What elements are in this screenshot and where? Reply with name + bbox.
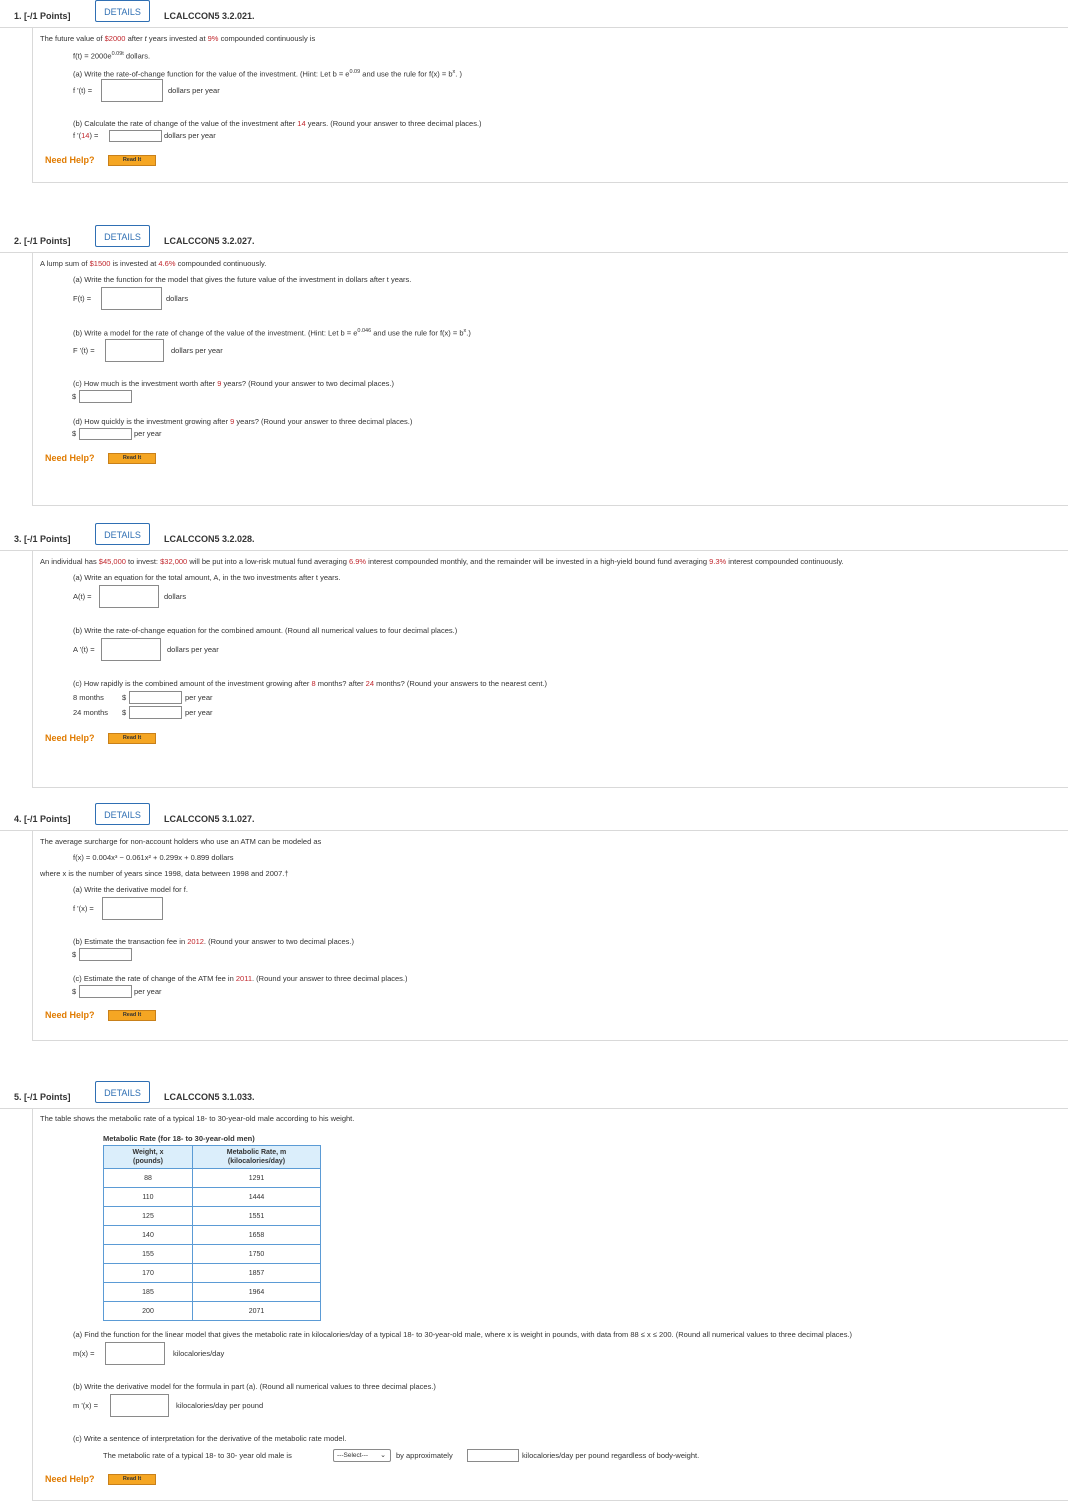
part-b-answer-input[interactable] [109, 130, 162, 142]
table-title: Metabolic Rate (for 18- to 30-year-old men) [103, 1134, 255, 1143]
question-number: 4. [-/1 Points] [14, 814, 71, 824]
part-a-label: F(t) = [73, 294, 92, 303]
table-row: 110 1444 [104, 1188, 321, 1207]
read-it-button[interactable]: Read It [108, 1474, 156, 1485]
part-a-prompt: (a) Write an equation for the total amount, A, in the two investments after t years. [73, 573, 341, 582]
part-a-answer-input[interactable] [99, 585, 159, 608]
interpretation-sentence: The metabolic rate of a typical 18- to 30- year old male is [103, 1451, 292, 1460]
units-label: dollars [164, 592, 187, 601]
units-label: dollars [166, 294, 189, 303]
part-b-prompt: (b) Write a model for the rate of change of the value of the investment. (Hint: Let $b = e^{0.046}$ and use the rule for $f(x) = b^x$.) [73, 328, 471, 338]
question-number: 1. [-/1 Points] [14, 11, 71, 21]
part-b-label: A '(t) = [73, 645, 95, 654]
dollar-sign: $ [122, 693, 127, 702]
part-b-prompt: (b) Calculate the rate of change of the value of the investment after 14 years. (Round your answer to three decimal places.) [73, 119, 482, 128]
row-label-24-months: 24 months [73, 708, 109, 717]
details-button[interactable]: DETAILS [95, 1081, 150, 1103]
table-row: 125 1551 [104, 1207, 321, 1226]
table-row: 200 2071 [104, 1302, 321, 1321]
part-c-8-months-input[interactable] [129, 691, 182, 704]
question-code: LCALCCON5 3.1.033. [164, 1092, 255, 1102]
read-it-button[interactable]: Read It [108, 733, 156, 744]
chevron-down-icon: ⌄ [380, 1452, 386, 1459]
part-a-answer-input[interactable] [101, 287, 162, 310]
table-row: 155 1750 [104, 1245, 321, 1264]
part-a-prompt: (a) Find the function for the linear model that gives the metabolic rate in kilocalories/day of a typical 18- to 30-year-old male, where x is weight in pounds, with data from 88 ≤ x ≤ 200. (Round all numerical values to three decimal places.) [73, 1330, 853, 1339]
units-label: dollars per year [167, 645, 219, 654]
question-code: LCALCCON5 3.2.027. [164, 236, 255, 246]
question-intro: The average surcharge for non-account holders who use an ATM can be modeled as [40, 837, 322, 846]
part-c-answer-input[interactable] [79, 390, 132, 403]
units-label: kilocalories/day per pound [176, 1401, 264, 1410]
units-label: per year [134, 987, 162, 996]
part-a-prompt: (a) Write the function for the model that gives the future value of the investment in dollars after t years. [73, 275, 412, 284]
part-a-label: f '(x) = [73, 904, 94, 913]
table-header-weight: Weight, x (pounds) [104, 1146, 193, 1169]
direction-select[interactable]: ---Select--- ⌄ [333, 1449, 391, 1462]
units-label: per year [185, 708, 213, 717]
part-b-prompt: (b) Estimate the transaction fee in 2012. (Round your answer to two decimal places.) [73, 937, 354, 946]
need-help-label: Need Help? [45, 1474, 95, 1484]
question-number: 5. [-/1 Points] [14, 1092, 71, 1102]
part-c-answer-input[interactable] [79, 985, 132, 998]
units-label: kilocalories/day per pound regardless of body-weight. [522, 1451, 700, 1460]
read-it-button[interactable]: Read It [108, 453, 156, 464]
dollar-sign: $ [72, 987, 77, 996]
part-b-label: m '(x) = [73, 1401, 98, 1410]
question-code: LCALCCON5 3.1.027. [164, 814, 255, 824]
question-body [32, 550, 1068, 788]
part-d-prompt: (d) How quickly is the investment growing after 9 years? (Round your answer to three decimal places.) [73, 417, 413, 426]
question-intro: An individual has $45,000 to invest: $32,000 will be put into a low-risk mutual fund averaging 6.9% interest compounded monthly, and the remainder will be invested in a high-yield bound fund averaging 9.3% interest compounded continuously. [40, 557, 844, 566]
read-it-button[interactable]: Read It [108, 155, 156, 166]
table-row: 140 1658 [104, 1226, 321, 1245]
part-c-prompt: (c) Estimate the rate of change of the ATM fee in 2011. (Round your answer to three decimal places.) [73, 974, 408, 983]
part-b-answer-input[interactable] [79, 948, 132, 961]
part-a-label: A(t) = [73, 592, 92, 601]
part-a-prompt: (a) Write the rate-of-change function for the value of the investment. (Hint: Let $b = e^{0.09}$ and use the rule for $f(x) = b^x$. ) [73, 69, 462, 79]
part-b-prompt: (b) Write the derivative model for the formula in part (a). (Round all numerical values to three decimal places.) [73, 1382, 436, 1391]
question-body [32, 27, 1068, 183]
question-code: LCALCCON5 3.2.021. [164, 11, 255, 21]
units-label: dollars per year [164, 131, 216, 140]
need-help-label: Need Help? [45, 453, 95, 463]
units-label: per year [134, 429, 162, 438]
question-intro: The future value of $2000 after t years invested at 9% compounded continuously is [40, 34, 316, 43]
part-a-answer-input[interactable] [101, 79, 163, 102]
part-c-prompt: (c) How rapidly is the combined amount of the investment growing after 8 months? after 24 months? (Round your answers to the nearest cent.) [73, 679, 548, 688]
read-it-button[interactable]: Read It [108, 1010, 156, 1021]
details-button[interactable]: DETAILS [95, 0, 150, 22]
metabolic-rate-table [103, 1145, 321, 1321]
units-label: dollars per year [171, 346, 223, 355]
part-b-answer-input[interactable] [101, 638, 161, 661]
table-header-metabolic-rate: Metabolic Rate, m (kilocalories/day) [193, 1146, 321, 1169]
dollar-sign: $ [72, 392, 77, 401]
question-intro: The table shows the metabolic rate of a typical 18- to 30-year-old male according to his weight. [40, 1114, 355, 1123]
units-label: per year [185, 693, 213, 702]
question-intro: A lump sum of $1500 is invested at 4.6% compounded continuously. [40, 259, 267, 268]
part-b-answer-input[interactable] [105, 339, 164, 362]
definition-text: where x is the number of years since 1998, data between 1998 and 2007.† [40, 869, 289, 878]
part-a-label: m(x) = [73, 1349, 95, 1358]
row-label-8-months: 8 months [73, 693, 104, 702]
dollar-sign: $ [72, 429, 77, 438]
details-button[interactable]: DETAILS [95, 523, 150, 545]
question-code: LCALCCON5 3.2.028. [164, 534, 255, 544]
details-button[interactable]: DETAILS [95, 225, 150, 247]
part-a-answer-input[interactable] [102, 897, 163, 920]
part-a-label: f '(t) = [73, 86, 93, 95]
question-number: 3. [-/1 Points] [14, 534, 71, 544]
by-approximately-label: by approximately [396, 1451, 453, 1460]
part-c-answer-input[interactable] [467, 1449, 519, 1462]
part-c-prompt: (c) How much is the investment worth after 9 years? (Round your answer to two decimal places.) [73, 379, 394, 388]
part-b-prompt: (b) Write the rate-of-change equation for the combined amount. (Round all numerical values to four decimal places.) [73, 626, 458, 635]
need-help-label: Need Help? [45, 155, 95, 165]
formula: f(x) = 0.004x³ − 0.061x² + 0.299x + 0.899 dollars [73, 853, 234, 862]
part-b-label: f '(14) = [73, 131, 99, 140]
part-c-prompt: (c) Write a sentence of interpretation for the derivative of the metabolic rate model. [73, 1434, 347, 1443]
units-label: kilocalories/day [173, 1349, 225, 1358]
question-number: 2. [-/1 Points] [14, 236, 71, 246]
part-a-answer-input[interactable] [105, 1342, 165, 1365]
part-a-prompt: (a) Write the derivative model for f. [73, 885, 188, 894]
dollar-sign: $ [72, 950, 77, 959]
table-row: 170 1857 [104, 1264, 321, 1283]
table-row: 88 1291 [104, 1169, 321, 1188]
need-help-label: Need Help? [45, 733, 95, 743]
part-c-24-months-input[interactable] [129, 706, 182, 719]
part-b-answer-input[interactable] [110, 1394, 169, 1417]
need-help-label: Need Help? [45, 1010, 95, 1020]
formula: $f(t) = 2000e^{0.09t}$ dollars. [73, 51, 151, 61]
table-row: 185 1964 [104, 1283, 321, 1302]
units-label: dollars per year [168, 86, 220, 95]
dollar-sign: $ [122, 708, 127, 717]
part-b-label: F '(t) = [73, 346, 95, 355]
details-button[interactable]: DETAILS [95, 803, 150, 825]
part-d-answer-input[interactable] [79, 428, 132, 440]
